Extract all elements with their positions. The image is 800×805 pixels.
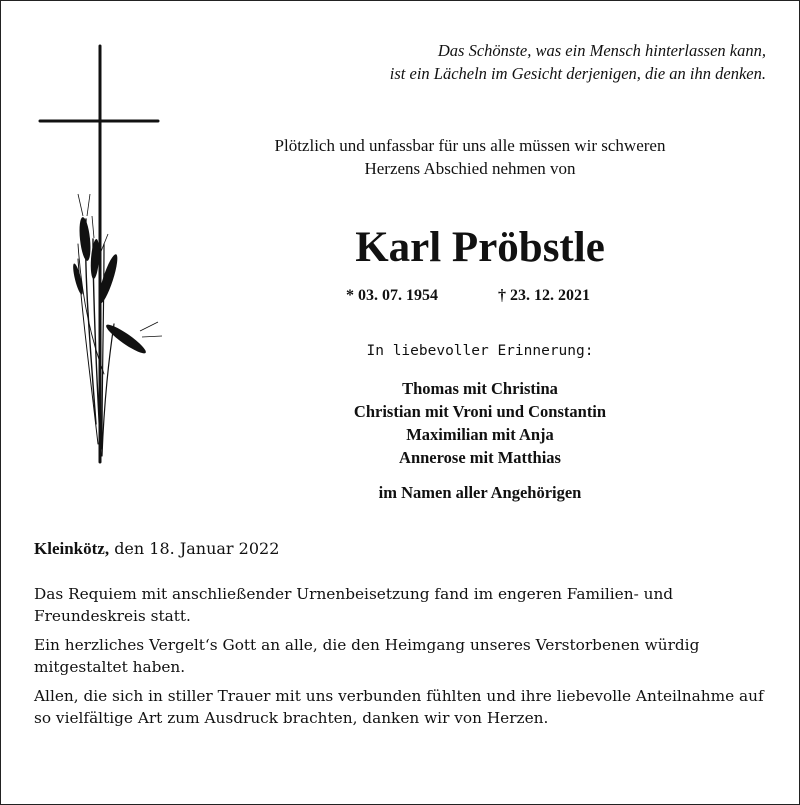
quote-line-2: ist ein Lächeln im Gesicht derjenigen, die an ihn denken. <box>389 64 766 83</box>
quote <box>246 39 766 85</box>
paragraph-thanks: Ein herzliches Vergelt‘s Gott an alle, die den Heimgang unseres Verstorbenen würdig mitgestaltet haben. <box>34 636 700 676</box>
family-member: Thomas mit Christina <box>402 379 558 398</box>
deceased-name: Karl Pröbstle <box>355 224 605 271</box>
intro-text <box>180 134 760 180</box>
paragraph-gratitude: Allen, die sich in stiller Trauer mit uns verbunden fühlten und ihre liebevolle Anteilnahme auf so vielfältige Art zum Ausdruck brachten, danken wir von Herzen. <box>34 687 764 727</box>
place-name: Kleinkötz, <box>34 539 110 558</box>
family-member: Christian mit Vroni und Constantin <box>353 402 607 421</box>
closing-text <box>34 583 766 736</box>
place-date <box>34 538 279 560</box>
quote-line-1: Das Schönste, was ein Mensch hinterlassen kann, <box>437 41 766 60</box>
paragraph-requiem: Das Requiem mit anschließender Urnenbeisetzung fand im engeren Familien- und Freundeskreis statt. <box>34 585 674 625</box>
birth-date: * 03. 07. 1954 <box>346 287 438 304</box>
family-member: Maximilian mit Anja <box>406 425 554 444</box>
intro-line-2: Herzens Abschied nehmen von <box>364 159 576 178</box>
intro-line-1: Plötzlich und unfassbar für uns alle müssen wir schweren <box>274 136 666 155</box>
behalf-line: im Namen aller Angehörigen <box>378 483 582 502</box>
family-member: Annerose mit Matthias <box>399 448 561 467</box>
death-date: † 23. 12. 2021 <box>498 287 590 304</box>
notice-date: den 18. Januar 2022 <box>114 539 280 558</box>
memory-heading: In liebevoller Erinnerung: <box>366 343 594 359</box>
cross-with-wheat-icon <box>38 44 168 464</box>
family-list <box>280 377 680 469</box>
